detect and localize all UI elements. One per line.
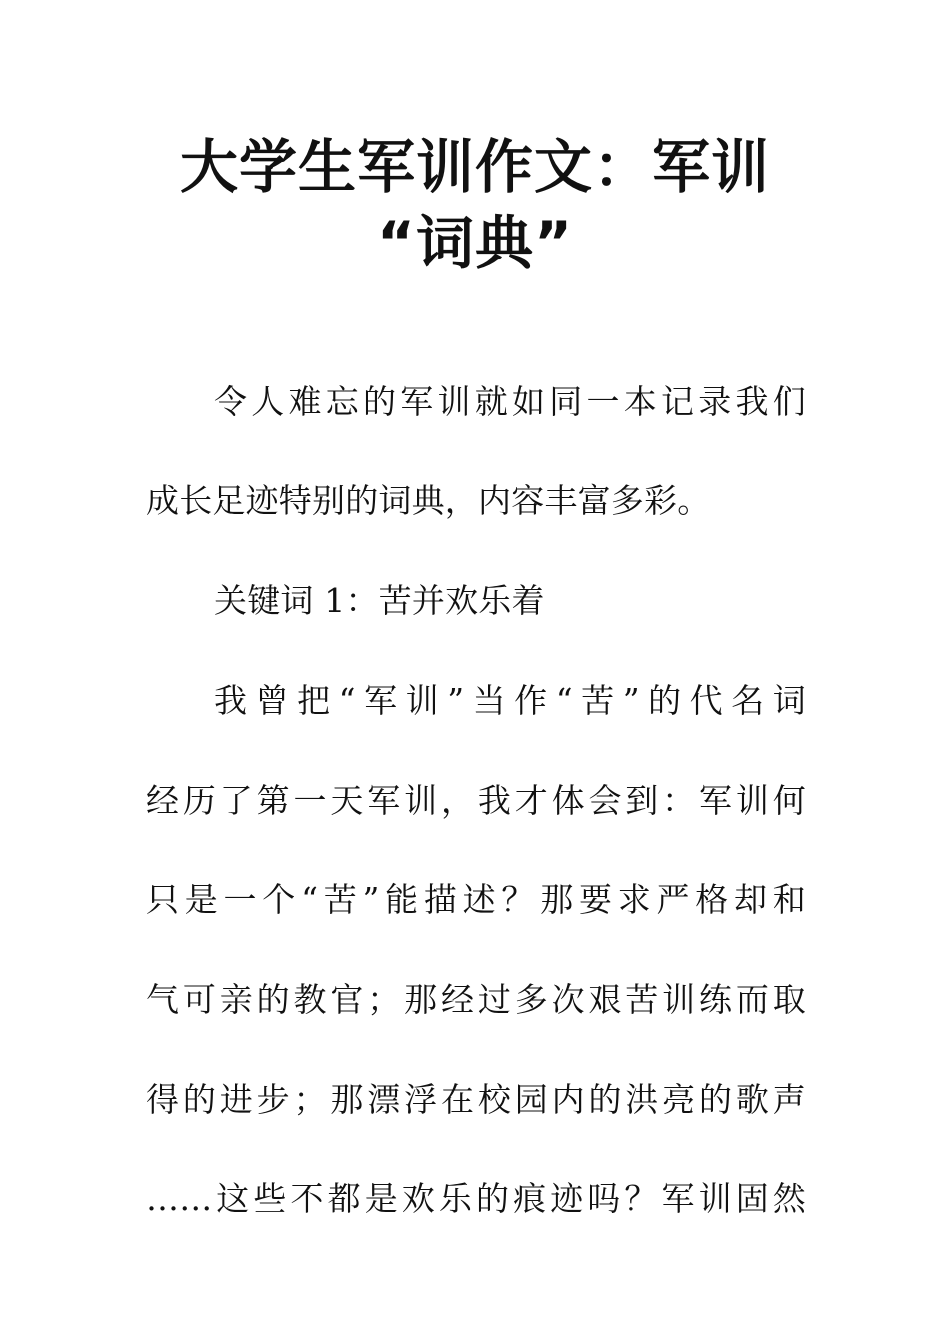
document-title-line-1: 大学生军训作文：军训 [179,133,770,201]
keyword-heading: 关键词 1：苦并欢乐着 [214,581,545,620]
paragraph-line: 我曾把“军训”当作“苦”的代名词 [214,681,806,720]
document-title-line-2: “词典” [376,209,574,277]
paragraph-line: 令人难忘的军训就如同一本记录我们 [214,382,806,421]
paragraph-line: 只是一个“苦”能描述？那要求严格却和 [146,880,806,919]
paragraph-line: 成长足迹特别的词典，内容丰富多彩。 [146,481,711,520]
paragraph-line: 气可亲的教官；那经过多次艰苦训练而取 [146,980,806,1019]
paragraph-line: 得的进步；那漂浮在校园内的洪亮的歌声 [146,1080,806,1119]
paragraph-line: 经历了第一天军训，我才体会到：军训何 [146,781,806,820]
paragraph-line: ……这些不都是欢乐的痕迹吗？军训固然 [146,1179,806,1218]
